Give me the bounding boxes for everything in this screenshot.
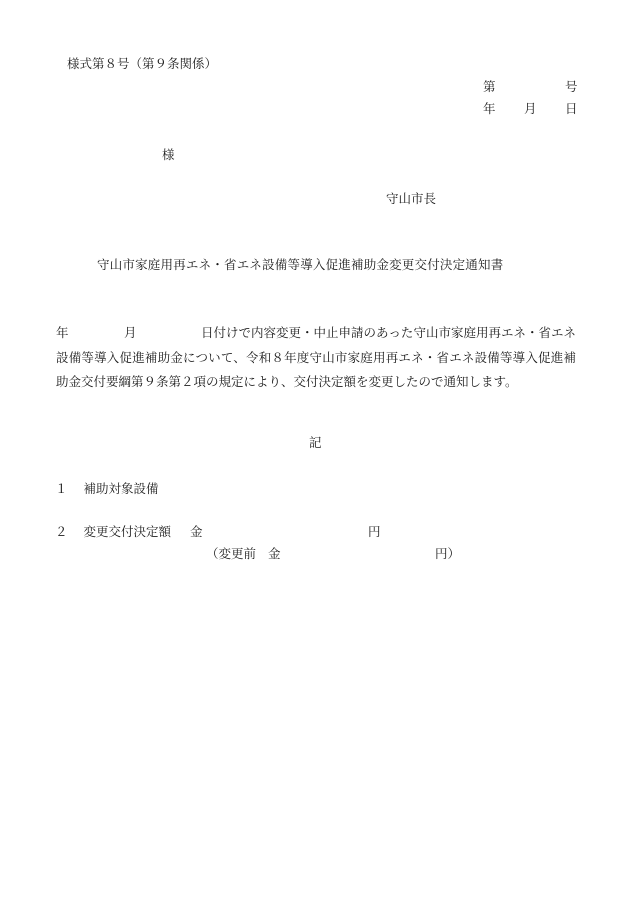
item-2: [55, 524, 381, 539]
document-number-suffix: 号: [565, 79, 578, 94]
document-number-prefix: 第: [483, 79, 496, 94]
notice-body: [56, 321, 576, 395]
ki-heading: 記: [309, 435, 322, 450]
item-1-number: １: [55, 481, 68, 496]
issuer-name: 守山市長: [386, 191, 437, 206]
date-day-label: 日: [565, 101, 578, 116]
before-change-kin: 金: [268, 546, 281, 561]
body-text: 日付けで内容変更・中止申請のあった守山市家庭用再エネ・省エネ設備等導入促進補助金について、令和８年度守山市家庭用再エネ・省エネ設備等導入促進補助金交付要綱第９条第２項の規定により、交付決定額を変更したので通知します。: [56, 325, 576, 389]
item-2-yen: 円: [368, 524, 381, 539]
form-label: 様式第８号（第９条関係）: [67, 56, 218, 71]
addressee-honorific: 様: [162, 147, 175, 162]
document-title: 守山市家庭用再エネ・省エネ設備等導入促進補助金変更交付決定通知書: [97, 257, 504, 272]
before-change-yen: 円）: [435, 546, 461, 561]
item-1: [55, 483, 159, 496]
body-month-label: 月: [124, 325, 137, 340]
item-2-label: 変更交付決定額: [83, 524, 172, 539]
item-2-kin: 金: [190, 524, 203, 539]
item-2-number: ２: [55, 524, 68, 539]
item-1-label: 補助対象設備: [83, 481, 159, 496]
date-month-label: 月: [524, 101, 537, 116]
body-year-label: 年: [56, 325, 69, 340]
date-year-label: 年: [483, 101, 496, 116]
before-change-label: （変更前: [206, 546, 257, 561]
before-change-amount: [206, 546, 461, 561]
